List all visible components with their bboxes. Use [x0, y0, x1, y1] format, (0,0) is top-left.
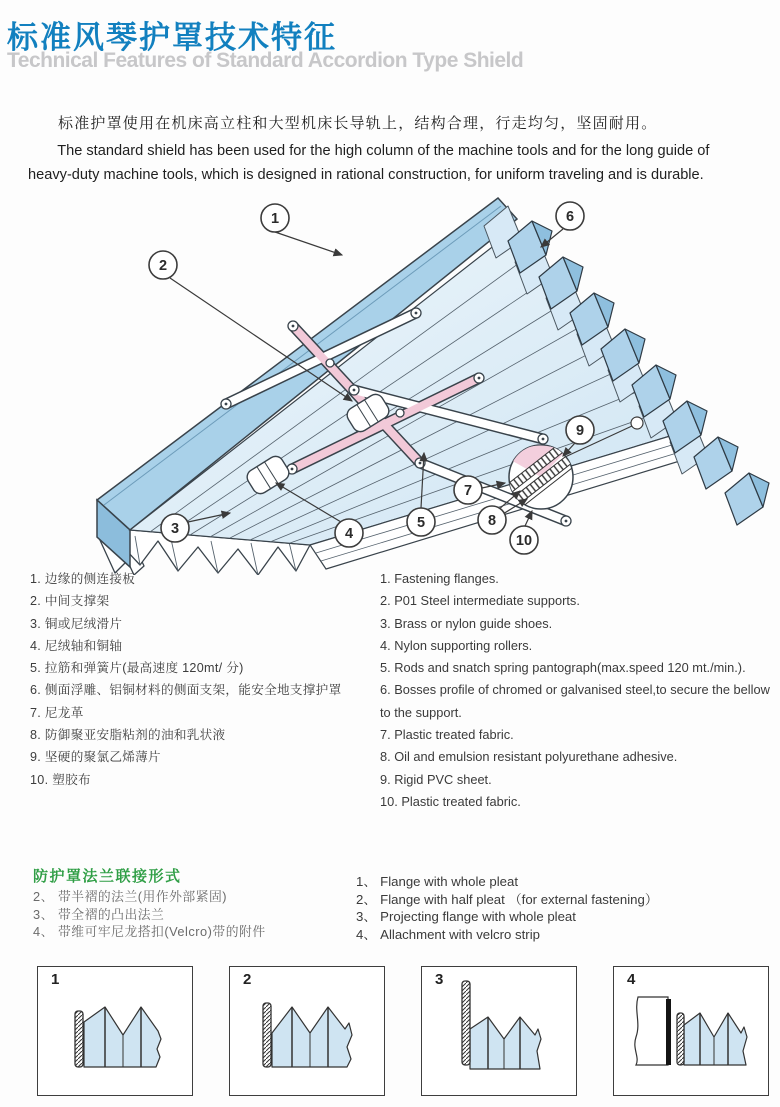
list-item: 4、 带维可牢尼龙搭扣(Velcro)带的附件 — [33, 924, 266, 940]
list-item: 4. Nylon supporting rollers. — [380, 637, 533, 653]
callout-6 — [556, 202, 584, 230]
svg-text:6: 6 — [565, 209, 575, 225]
svg-text:3: 3 — [170, 521, 180, 537]
bellows-diagram — [0, 185, 780, 575]
callout-10 — [510, 526, 538, 554]
list-item: 10. Plastic treated fabric. — [380, 793, 521, 809]
figure-number: 3 — [435, 971, 444, 988]
pleat-profile-2 — [230, 967, 383, 1094]
page-title: 标准风琴护罩技术特征 — [7, 20, 337, 55]
callout-8 — [478, 506, 506, 534]
callout-2 — [149, 251, 177, 279]
callout-3 — [161, 514, 189, 542]
svg-text:7: 7 — [463, 483, 473, 499]
list-item: 2、 Flange with half pleat （for external fastening） — [356, 891, 659, 907]
list-item: 3、 Projecting flange with whole pleat — [356, 909, 576, 924]
list-item: 8. 防御聚亚安脂粘剂的油和乳状液 — [30, 728, 226, 743]
list-item: 1. 边缘的侧连接板 — [30, 572, 136, 586]
list-item: 9. 坚硬的聚氯乙烯薄片 — [30, 750, 161, 765]
callout-1 — [261, 204, 289, 232]
svg-text:8: 8 — [487, 513, 497, 529]
bellows-diagram-svg — [0, 185, 780, 575]
list-item: 5. Rods and snatch spring pantograph(max.speed 120 mt./min.). — [380, 660, 746, 676]
intro-en: The standard shield has been used for the high column of the machine tools and for the long guide of heavy-duty machine tools, which is designed in rational construction, for uniform traveling and is durable. — [28, 143, 710, 183]
intro-paragraphs — [28, 112, 754, 187]
list-item: 4. 尼绒轴和铜轴 — [30, 638, 123, 653]
intro-zh: 标准护罩使用在机床高立柱和大型机床长导轨上，结构合理，行走均匀，坚固耐用。 — [58, 115, 658, 132]
svg-text:2: 2 — [158, 258, 168, 274]
list-item: 7. Plastic treated fabric. — [380, 727, 514, 743]
detail-locator-circle — [631, 417, 643, 429]
svg-text:4: 4 — [344, 526, 354, 542]
callout-4 — [335, 519, 363, 547]
pleat-profile-4 — [614, 967, 767, 1094]
figure-flange-whole-pleat — [37, 966, 193, 1096]
list-item: 4、 Allachment with velcro strip — [356, 926, 540, 942]
list-item: 8. Oil and emulsion resistant polyurethane adhesive. — [380, 749, 678, 765]
figure-projecting-flange — [421, 966, 577, 1096]
svg-text:5: 5 — [416, 515, 426, 531]
list-item: 6. Bosses profile of chromed or galvanised steel,to secure the bellow to the support. — [380, 682, 770, 720]
flange-list-zh — [33, 888, 353, 941]
list-item: 9. Rigid PVC sheet. — [380, 771, 492, 787]
list-item: 3、 带全褶的凸出法兰 — [33, 906, 165, 922]
figure-flange-half-pleat — [229, 966, 385, 1096]
svg-text:10: 10 — [515, 533, 533, 549]
flange-list-en — [356, 873, 776, 943]
list-item: 2. 中间支撑架 — [30, 594, 110, 609]
list-item: 3. Brass or nylon guide shoes. — [380, 615, 553, 631]
list-item: 2. P01 Steel intermediate supports. — [380, 593, 580, 609]
list-item: 6. 侧面浮雕、铝铜材料的侧面支架，能安全地支撑护罩 — [30, 683, 342, 698]
callout-9 — [566, 416, 594, 444]
pleat-profile-1 — [38, 967, 191, 1094]
list-item: 1、 Flange with whole pleat — [356, 874, 519, 889]
figure-number: 4 — [627, 971, 636, 988]
list-item: 3. 铜或尼绒滑片 — [30, 616, 123, 631]
callout-5 — [407, 508, 435, 536]
figure-velcro-attachment — [613, 966, 769, 1096]
svg-text:9: 9 — [575, 423, 585, 439]
figure-number: 1 — [51, 971, 60, 988]
parts-list-en — [380, 568, 778, 813]
pleat-profile-3 — [422, 967, 575, 1094]
parts-list-zh — [30, 568, 375, 791]
figure-number: 2 — [243, 971, 252, 988]
list-item: 5. 拉筋和弹簧片(最高速度 120mt/ 分) — [30, 661, 244, 676]
svg-text:1: 1 — [270, 211, 280, 227]
callout-7 — [454, 476, 482, 504]
list-item: 7. 尼龙革 — [30, 705, 84, 720]
list-item: 2、 带半褶的法兰(用作外部紧固) — [33, 889, 228, 904]
flange-section-heading: 防护罩法兰联接形式 — [33, 868, 182, 885]
page-subtitle: Technical Features of Standard Accordion Type Shield — [7, 49, 524, 72]
list-item: 1. Fastening flanges. — [380, 571, 499, 586]
list-item: 10. 塑胶布 — [30, 772, 91, 787]
